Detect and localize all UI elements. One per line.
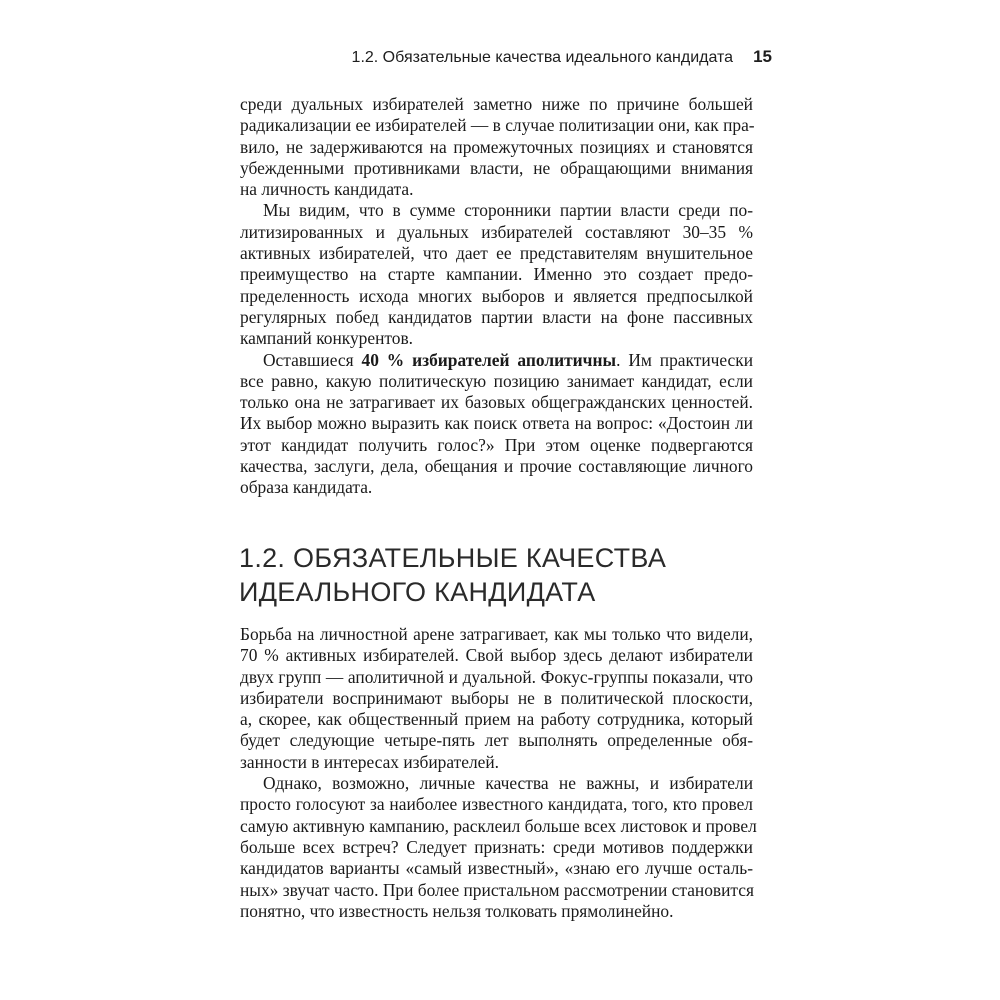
text-line: просто голосуют за наиболее известного кандидата, того, кто провел [240,794,753,815]
text-line: Мы видим, что в сумме сторонники партии власти среди по- [263,200,753,221]
text-line: активных избирателей, что дает ее представителям внушительное [240,243,753,264]
paragraph-3 [240,350,753,499]
text-line: кампаний конкурентов. [240,328,414,349]
text-line: Их выбор можно выразить как поиск ответа на вопрос: «Достоин ли [240,413,753,434]
paragraph-2 [240,200,753,349]
text-line: будет следующие четыре-пять лет выполнять определенные обя- [240,730,753,751]
text-line: понятно, что известность нельзя толковать прямолинейно. [240,900,674,921]
text-line: пределенность исхода многих выборов и является предпосылкой [240,285,753,306]
text-line: ных» звучат часто. При более пристальном рассмотрении становится [240,879,754,900]
text-block-top [240,94,753,499]
text-line: двух групп — аполитичной и дуальной. Фокус-группы показали, что [240,666,753,687]
text-run: Оставшиеся [263,349,362,370]
text-line [240,350,753,371]
paragraph-1 [240,94,753,200]
text-line: среди дуальных избирателей заметно ниже по причине большей [240,94,753,114]
running-header [240,47,772,69]
text-line: больше всех встреч? Следует признать: среди мотивов поддержки [240,836,753,857]
paragraph-5 [240,773,757,922]
text-line: занности в интересах избирателей. [240,751,500,772]
text-line: Однако, возможно, личные качества не важны, и избиратели [263,773,753,794]
text-line: радикализации ее избирателей — в случае политизации они, как пра- [240,115,755,136]
section-heading-line: ИДЕАЛЬНОГО КАНДИДАТА [239,577,596,607]
text-line: кандидатов варианты «самый известный», «знаю его лучше осталь- [240,858,753,879]
text-line: а, скорее, как общественный прием на работу сотрудника, который [240,709,753,730]
text-line: вило, не задерживаются на промежуточных позициях и становятся [240,136,753,157]
section-heading-line: 1.2. ОБЯЗАТЕЛЬНЫЕ КАЧЕСТВА [239,543,667,573]
text-run: . Им практически [616,349,754,370]
text-line: 70 % активных избирателей. Свой выбор здесь делают избиратели [240,645,753,666]
text-line: самую активную кампанию, расклеил больше всех листовок и провел [240,815,757,836]
text-line: на личность кандидата. [240,179,414,200]
bold-emphasis: 40 % избирателей аполитичны [361,349,617,370]
text-line: преимущество на старте кампании. Именно это создает предо- [240,264,753,285]
page-number: 15 [753,47,772,66]
text-line: образа кандидата. [240,477,373,498]
text-line: все равно, какую политическую позицию занимает кандидат, если [240,370,753,391]
text-line: избиратели воспринимают выборы не в политической плоскости, [240,687,753,708]
section-heading [239,541,779,609]
running-title: 1.2. Обязательные качества идеального кандидата [351,49,734,66]
text-line: этот кандидат получить голос?» При этом оценке подвергаются [240,434,753,455]
text-line: только она не затрагивает их базовых общегражданских ценностей. [240,392,753,413]
text-line: качества, заслуги, дела, обещания и прочие составляющие личного [240,456,753,477]
text-line: регулярных побед кандидатов партии власти на фоне пассивных [240,306,753,327]
text-line: Борьба на личностной арене затрагивает, как мы только что видели, [240,624,753,644]
text-block-bottom [240,624,757,922]
text-line: литизированных и дуальных избирателей составляют 30–35 % [240,221,753,242]
paragraph-4 [240,624,753,773]
text-line: убежденными противниками власти, не обращающими внимания [240,157,753,178]
